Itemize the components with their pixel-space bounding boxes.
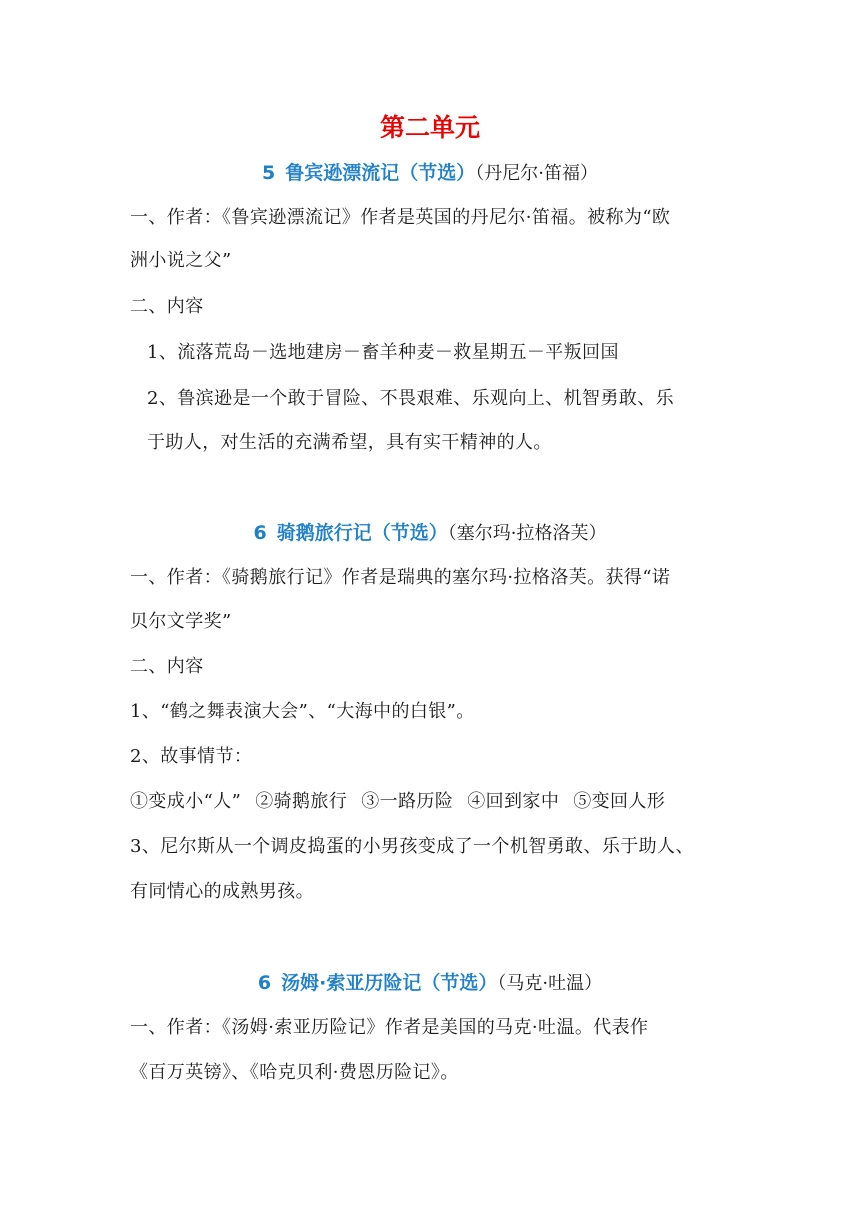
story-step: ③一路历险 bbox=[361, 791, 454, 812]
content-heading: 二、内容 bbox=[130, 296, 204, 317]
story-step: ④回到家中 bbox=[467, 791, 560, 812]
lesson-number: 6 bbox=[253, 522, 267, 544]
lesson-5-title bbox=[0, 158, 860, 189]
lesson-author: （丹尼尔·笛福） bbox=[475, 163, 598, 184]
story-step: ②骑鹅旅行 bbox=[255, 791, 348, 812]
lesson-author: （塞尔玛·拉格洛芙） bbox=[447, 523, 607, 544]
character-analysis-continued: 于助人，对生活的充满希望，具有实干精神的人。 bbox=[147, 432, 552, 453]
lesson-name: 鲁宾逊漂流记（节选） bbox=[285, 162, 476, 184]
character-analysis-continued: 有同情心的成熟男孩。 bbox=[130, 881, 314, 902]
lesson-number: 5 bbox=[262, 162, 276, 184]
lesson-name: 骑鹅旅行记（节选） bbox=[276, 522, 448, 544]
unit-title: 第二单元 bbox=[379, 113, 480, 142]
author-line-continued: 洲小说之父” bbox=[130, 250, 232, 271]
plot-heading: 2、故事情节： bbox=[130, 746, 253, 767]
lesson-6-title bbox=[0, 518, 860, 549]
story-step: ⑤变回人形 bbox=[573, 791, 666, 812]
character-analysis: 3、尼尔斯从一个调皮捣蛋的小男孩变成了一个机智勇敢、乐于助人、 bbox=[130, 836, 694, 857]
lesson-name: 汤姆·索亚历险记（节选） bbox=[281, 972, 498, 994]
character-analysis: 2、鲁滨逊是一个敢于冒险、不畏艰难、乐观向上、机智勇敢、乐 bbox=[147, 388, 675, 409]
author-line: 一、作者：《骑鹅旅行记》作者是瑞典的塞尔玛·拉格洛芙。获得“诺 bbox=[130, 567, 671, 588]
lesson-6b-title bbox=[0, 968, 860, 999]
famous-chapters: 1、“鹤之舞表演大会”、“大海中的白银”。 bbox=[130, 701, 475, 722]
author-line: 一、作者：《汤姆·索亚历险记》作者是美国的马克·吐温。代表作 bbox=[130, 1017, 649, 1038]
lesson-number: 6 bbox=[257, 972, 272, 994]
plot-summary: 1、流落荒岛－选地建房－畜羊种麦－救星期五－平叛回国 bbox=[147, 342, 619, 363]
lesson-author: （马克·吐温） bbox=[497, 973, 603, 994]
representative-works: 《百万英镑》、《哈克贝利·费恩历险记》。 bbox=[130, 1062, 459, 1083]
story-steps bbox=[130, 787, 665, 817]
author-line: 一、作者：《鲁宾逊漂流记》作者是英国的丹尼尔·笛福。被称为“欧 bbox=[130, 207, 671, 228]
content-heading: 二、内容 bbox=[130, 656, 204, 677]
author-line-continued: 贝尔文学奖” bbox=[130, 611, 232, 632]
story-step: ①变成小“人” bbox=[130, 791, 242, 812]
